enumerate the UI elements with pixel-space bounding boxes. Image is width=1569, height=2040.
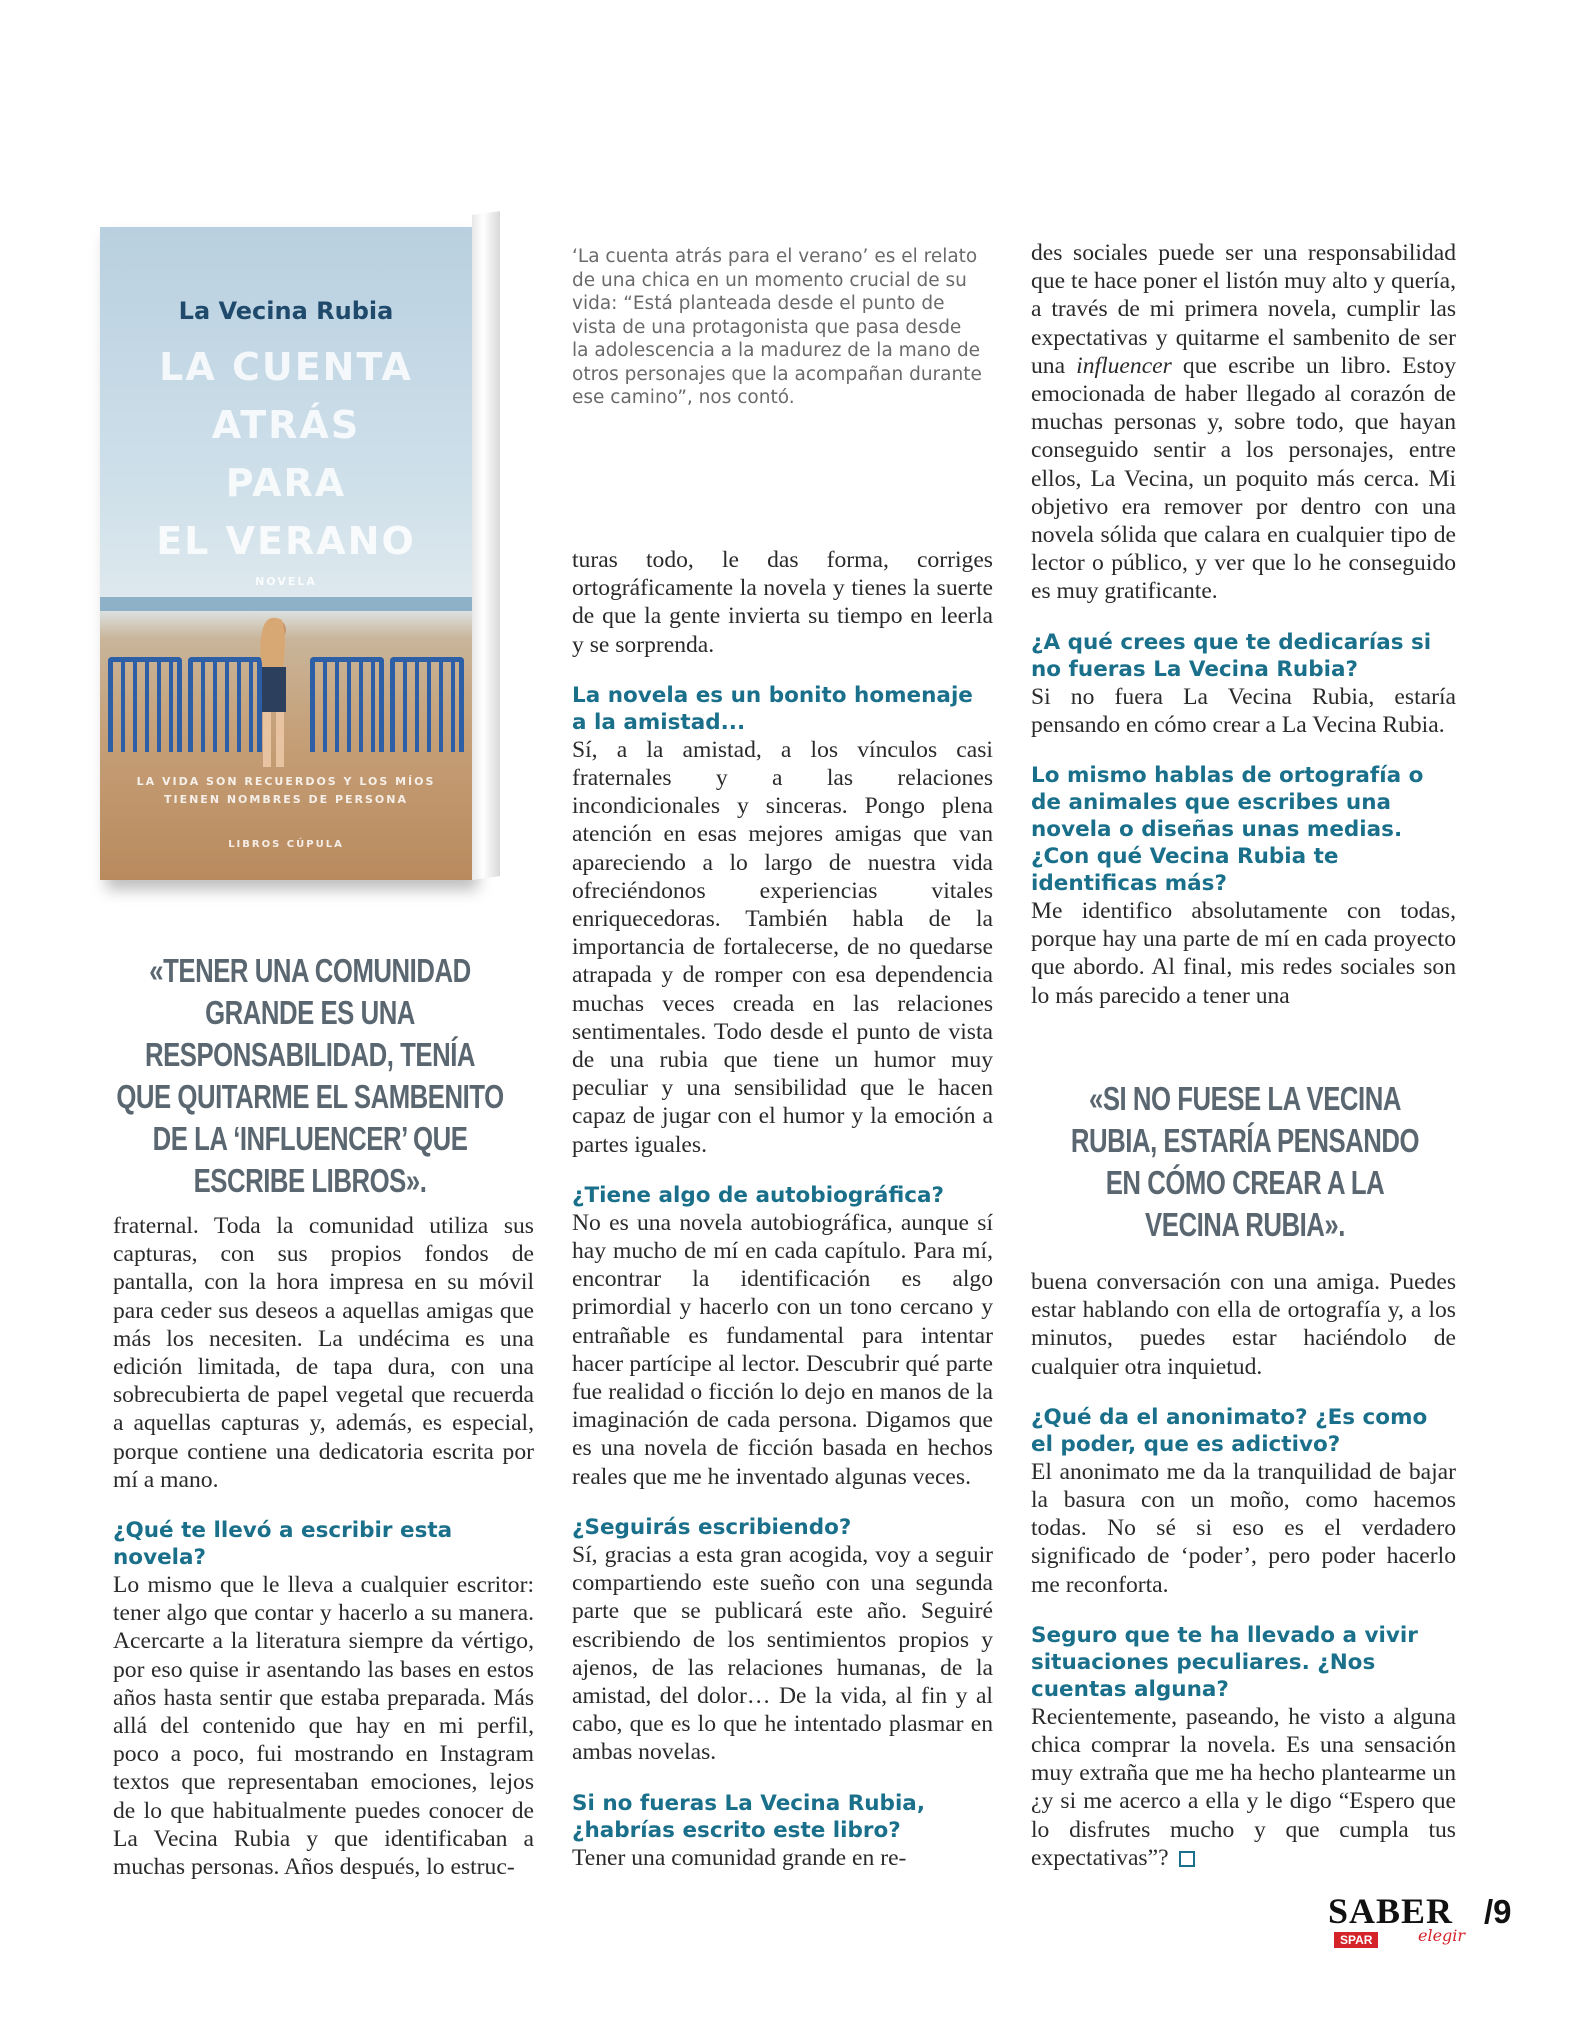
book-cover-image	[100, 215, 516, 880]
body-paragraph: turas todo, le das forma, corriges ortográficamente la novela y tienes la suerte de que la gente invierta su tiempo en leerla y se sorprenda.	[572, 547, 993, 658]
answer-paragraph: Lo mismo que le lleva a cualquier escritor: tener algo que contar y hacerlo a su manera. Acercarte a la literatura siempre da vértigo, por eso quise ir asentando las bases en estos años hasta sentir que estaba preparada. Más allá del contenido que hay en mi perfil, poco a poco, fui mostrando en Instagram textos que representaban emociones, lejos de lo que habitualmente puedes conocer de La Vecina Rubia y que identificaban a muchas personas. Años después, lo estruc-	[113, 1572, 534, 1881]
caption-text: ‘La cuenta atrás para el verano’ es el relato de una chica en un momento crucial de su vida: “Está planteada desde el punto de vista de una protagonista que pasa desde la adolescencia a la madurez de la mano de otros personajes que la acompañan durante ese camino”, nos contó.	[572, 246, 982, 408]
blue-chair	[390, 657, 464, 752]
question-heading: ¿Qué te llevó a escribir esta novela?	[113, 1518, 453, 1571]
woman-figure	[248, 612, 298, 772]
saber-elegir-logo	[1328, 1890, 1476, 1958]
answer-paragraph: El anonimato me da la tranquilidad de bajar la basura con un moño, como hacemos todas. No sé si eso es el verdadero significado de ‘poder’, pero poder hacerlo me reconforta.	[1031, 1458, 1456, 1598]
answer-paragraph: Sí, a la amistad, a los vínculos casi fraternales y a las relaciones incondicionales y sinceras. Pongo plena atención en esas mejores amigas que van apareciendo a lo largo de nuestra vida ofreciéndonos experiencias vitales enriquecedoras. También habla de la importancia de fortalecerse, de no quedarse atrapada y de romper con esa dependencia muchas veces creada en las relaciones sentimentales. Todo desde el punto de vista de una rubia que tiene un humor muy peculiar y una sensibilidad que le hacen capaz de jugar con el humor y la emoción a partes iguales.	[572, 736, 993, 1158]
book-front-cover	[100, 227, 472, 880]
answer-paragraph	[1031, 1703, 1456, 1872]
italic-term: influencer	[1076, 352, 1172, 379]
column-3-continued	[1031, 1268, 1456, 1872]
question-heading: Lo mismo hablas de ortografía o de animales que escribes una novela o diseñas unas medias. ¿Con qué Vecina Rubia te identificas más?	[1031, 763, 1424, 897]
pull-quote: «TENER UNA COMUNIDAD GRANDE ES UNA RESPONSABILIDAD, TENÍA QUE QUITARME EL SAMBENITO DE LA ‘INFLUENCER’ QUE ESCRIBE LIBROS».	[116, 952, 504, 1199]
blue-chair	[108, 657, 182, 752]
cover-tagline: TIENEN NOMBRES DE PERSONA	[163, 793, 408, 806]
end-mark-icon	[1179, 1851, 1195, 1867]
logo-elegir: elegir	[1418, 1926, 1466, 1945]
question-heading: Si no fueras La Vecina Rubia, ¿habrías escrito este libro?	[572, 1790, 925, 1843]
body-paragraph: fraternal. Toda la comunidad utiliza sus capturas, con sus propios fondos de pantalla, con la hora impresa en su móvil para ceder sus deseos a aquellas amigas que más los necesiten. La undécima es una edición limitada, de tapa dura, con una sobrecubierta de papel vegetal que recuerda a aquellas capturas y, además, es especial, porque contiene una dedicatoria escrita por mí a mano.	[113, 1213, 534, 1493]
cover-title-line: PARA	[225, 461, 347, 505]
image-caption	[572, 245, 982, 410]
cover-title-line: LA CUENTA	[159, 345, 413, 389]
question-heading: ¿Tiene algo de autobiográfica?	[572, 1182, 944, 1208]
column-3	[1031, 239, 1456, 1010]
logo-spar: SPAR	[1334, 1932, 1378, 1948]
page-number: /9	[1484, 1893, 1512, 1930]
text-run: des sociales puede ser una responsabilidad que te hace poner el listón muy alto y quería, a través de mi primera novela, cumplir las expectativas y quitarme el sambenito de ser una	[1031, 240, 1456, 379]
cover-title-line: ATRÁS	[211, 403, 361, 447]
column-2	[572, 546, 993, 1872]
column-1	[113, 1212, 534, 1881]
book-spine	[472, 211, 500, 880]
question-heading: ¿Seguirás escribiendo?	[572, 1514, 852, 1540]
cover-publisher: LIBROS CÚPULA	[228, 839, 344, 850]
cover-tagline: LA VIDA SON RECUERDOS Y LOS MÍOS	[136, 775, 436, 788]
logo-saber: SABER	[1328, 1891, 1454, 1931]
question-heading: Seguro que te ha llevado a vivir situaciones peculiares. ¿Nos cuentas alguna?	[1031, 1622, 1418, 1702]
cover-author: La Vecina Rubia	[178, 297, 394, 325]
answer-paragraph: Si no fuera La Vecina Rubia, estaría pensando en cómo crear a La Vecina Rubia.	[1031, 683, 1456, 738]
answer-paragraph: buena conversación con una amiga. Puedes estar hablando con ella de ortografía y, a los minutos, puedes estar haciéndolo de cualquier otra inquietud.	[1031, 1269, 1456, 1380]
sea-band	[100, 597, 472, 611]
answer-paragraph: Sí, gracias a esta gran acogida, voy a seguir compartiendo este sueño con una segunda parte que se publicará este año. Seguiré escribiendo de los sentimientos propios y ajenos, de las relaciones humanas, de la amistad, del dolor… De la vida, al fin y al cabo, que es lo que he intentado plasmar en ambas novelas.	[572, 1541, 993, 1766]
body-paragraph	[1031, 239, 1456, 606]
text-run: Recientemente, paseando, he visto a alguna chica comprar la novela. Es una sensación muy extraña que me ha hecho plantearme un ¿y si me acerco a ella y le digo “Espero que lo disfrutes mucho y que cumpla tus expectativas”?	[1031, 1703, 1456, 1871]
pull-quote: «SI NO FUESE LA VECINA RUBIA, ESTARÍA PENSANDO EN CÓMO CREAR A LA VECINA RUBIA».	[1070, 1080, 1420, 1243]
blue-chair	[310, 657, 384, 752]
answer-paragraph: No es una novela autobiográfica, aunque sí hay mucho de mí en cada capítulo. Para mí, encontrar la identificación es algo primordial y hacerlo con un tono cercano y entrañable es fundamental para intentar hacer partícipe al lector. Descubrir qué parte fue realidad o ficción lo dejo en manos de la imaginación de cada persona. Digamos que es una novela de ficción basada en hechos reales que me he inventado algunas veces.	[572, 1209, 993, 1490]
question-heading: La novela es un bonito homenaje a la amistad...	[572, 682, 973, 735]
question-heading: ¿A qué crees que te dedicarías si no fueras La Vecina Rubia?	[1031, 629, 1432, 682]
cover-genre: NOVELA	[255, 575, 317, 588]
cover-title-line: EL VERANO	[156, 519, 416, 563]
text-run: que escribe un libro. Estoy emocionada de haber llegado al corazón de muchas personas y, sobre todo, que hayan conseguido sentir a los personajes, entre ellos, La Vecina, un poquito más cerca. Mi objetivo era remover por dentro con una novela sólida que calara en cualquier tipo de lector o público, y ver que lo he conseguido es muy gratificante.	[1031, 352, 1456, 605]
answer-paragraph: Me identifico absolutamente con todas, porque hay una parte de mí en cada proyecto que abordo. Al final, mis redes sociales son lo más parecido a tener una	[1031, 898, 1456, 1009]
question-heading: ¿Qué da el anonimato? ¿Es como el poder, que es adictivo?	[1031, 1404, 1428, 1457]
answer-paragraph: Tener una comunidad grande en re-	[572, 1844, 907, 1871]
